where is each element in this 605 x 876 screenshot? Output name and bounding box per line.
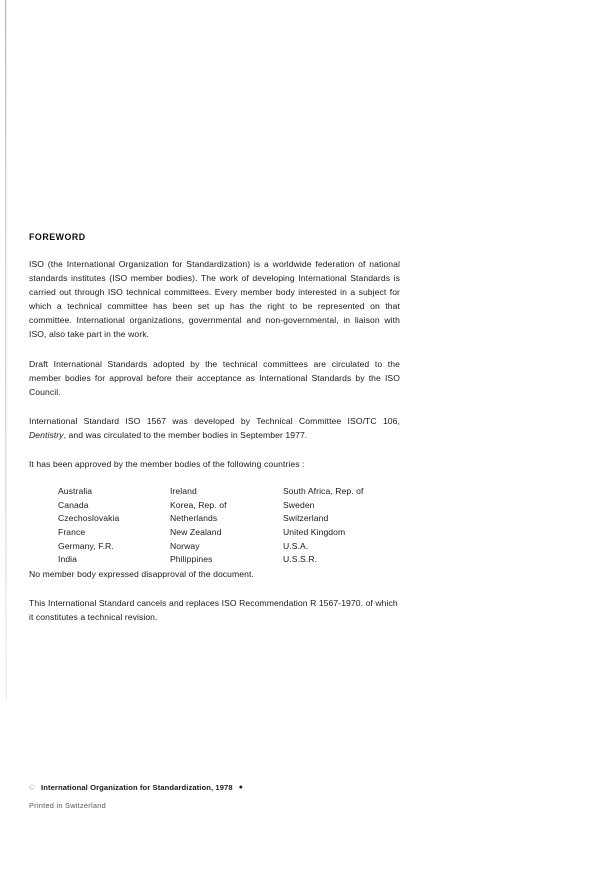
copyright-icon: ©: [29, 783, 35, 792]
standard-scope-italic: Dentistry: [29, 429, 64, 440]
foreword-paragraph-1: ISO (the International Organization for Standardization) is a worldwide federation of national standards institutes (ISO member bodies). The work of developing International Standards is carried out through ISO technical committees. Every member body interested in a subject for which a technical committee has been set up has the right to be represented on that committee. International organizations, governmental and non-governmental, in liaison with ISO, also take part in the work.: [29, 259, 400, 340]
country-item: United Kingdom: [283, 526, 346, 537]
country-item: Norway: [170, 540, 200, 551]
cancels-replaces-note: This International Standard cancels and replaces ISO Recommendation R 1567-1970. of which it constitutes a technical revision.: [29, 597, 398, 622]
scan-edge-line-secondary: [6, 0, 7, 700]
country-item: U.S.S.R.: [283, 554, 318, 565]
country-item: Sweden: [283, 499, 315, 510]
country-item: New Zealand: [170, 526, 222, 537]
copyright-line: [29, 783, 449, 792]
country-item: Korea, Rep. of: [170, 499, 227, 510]
country-item: Canada: [58, 499, 89, 510]
standard-reference-after: , and was circulated to the member bodies in September 1977.: [63, 429, 308, 440]
standard-reference-paragraph: [29, 414, 400, 442]
country-list: [29, 485, 400, 567]
foreword-paragraph-2: Draft International Standards adopted by the technical committees are circulated to the member bodies for approval before their acceptance as International Standards by the ISO Council.: [29, 358, 400, 397]
standard-reference-before: International Standard ISO 1567 was developed by Technical Committee ISO/TC 106,: [29, 415, 400, 426]
country-item: Czechoslovakia: [58, 513, 120, 524]
document-content: [29, 232, 400, 624]
country-item: U.S.A.: [283, 540, 309, 551]
country-item: France: [58, 526, 86, 537]
approval-intro-text: It has been approved by the member bodies of the following countries :: [29, 459, 305, 470]
country-item: Ireland: [170, 486, 197, 497]
country-item: Australia: [58, 486, 93, 497]
copyright-text: International Organization for Standardization, 1978: [41, 783, 233, 792]
country-item: Netherlands: [170, 513, 218, 524]
printed-in-text: Printed in Switzerland: [29, 801, 106, 810]
disapproval-note: No member body expressed disapproval of the document.: [29, 568, 254, 579]
country-item: Switzerland: [283, 513, 329, 524]
country-item: Germany, F.R.: [58, 540, 114, 551]
country-item: Philippines: [170, 554, 213, 565]
bullet-icon: ●: [238, 784, 244, 791]
page-title: FOREWORD: [29, 232, 86, 242]
country-item: South Africa, Rep. of: [283, 486, 364, 497]
page-footer: [29, 783, 449, 810]
country-item: India: [58, 554, 78, 565]
